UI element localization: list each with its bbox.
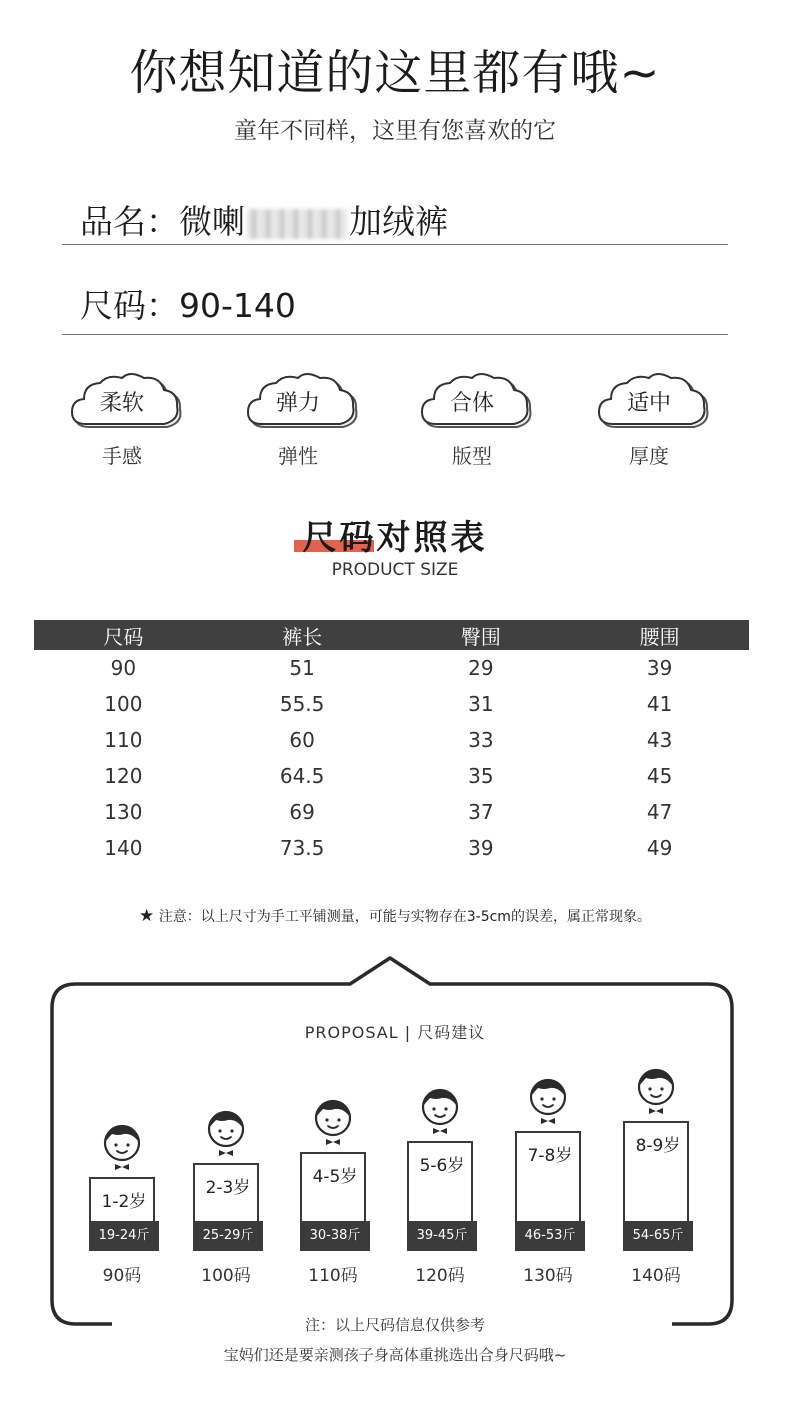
size-suggestion-item bbox=[79, 1115, 171, 1291]
table-cell: 73.5 bbox=[279, 836, 325, 860]
size-code-label: 100码 bbox=[201, 1266, 251, 1286]
table-cell: 39 bbox=[468, 836, 494, 860]
size-suggestion-item bbox=[613, 1059, 705, 1291]
table-row bbox=[34, 650, 749, 686]
age-box bbox=[623, 1121, 689, 1251]
table-cell: 29 bbox=[468, 656, 494, 680]
measurement-note bbox=[0, 906, 790, 926]
table-header-row bbox=[34, 620, 749, 650]
table-cell: 55.5 bbox=[279, 692, 325, 716]
table-row bbox=[34, 758, 749, 794]
measurement-note-text: 注意：以上尺寸为手工平铺测量，可能与实物存在3-5cm的误差，属正常现象。 bbox=[158, 909, 651, 925]
divider bbox=[62, 244, 728, 245]
product-name-suffix: 加绒裤 bbox=[349, 202, 448, 241]
weight-label: 25-29斤 bbox=[193, 1221, 263, 1251]
table-cell: 47 bbox=[646, 800, 673, 824]
age-box bbox=[407, 1141, 473, 1251]
age-box bbox=[89, 1177, 155, 1251]
blurred-text-region bbox=[247, 209, 347, 239]
product-name-prefix: 微喇 bbox=[179, 202, 245, 241]
feature-item bbox=[233, 368, 363, 468]
feature-item bbox=[584, 368, 714, 468]
table-cell: 43 bbox=[646, 728, 673, 752]
table-cell: 33 bbox=[468, 728, 494, 752]
product-name-label: 品名： bbox=[80, 202, 179, 241]
footer-tip: 宝妈们还是要亲测孩子身高体重挑选出合身尺码哦~ bbox=[223, 1346, 567, 1364]
table-cell: 35 bbox=[468, 764, 494, 788]
age-box bbox=[515, 1131, 581, 1251]
table-cell: 64.5 bbox=[279, 764, 325, 788]
table-cell: 60 bbox=[289, 728, 315, 752]
table-cell: 140 bbox=[104, 836, 143, 860]
age-label: 7-8岁 bbox=[527, 1146, 573, 1166]
feature-label: 版型 bbox=[452, 444, 492, 468]
table-cell: 37 bbox=[468, 800, 494, 824]
child-avatar-icon bbox=[98, 1121, 146, 1171]
table-cell: 39 bbox=[646, 656, 673, 680]
table-cell: 31 bbox=[468, 692, 494, 716]
size-chart-subtitle: PRODUCT SIZE bbox=[331, 560, 459, 580]
size-code-label: 110码 bbox=[308, 1266, 358, 1286]
size-code-label: 130码 bbox=[523, 1266, 573, 1286]
size-code-label: 90码 bbox=[102, 1266, 142, 1286]
age-label: 1-2岁 bbox=[101, 1192, 147, 1212]
product-size-row bbox=[80, 280, 730, 327]
size-suggestion-item bbox=[397, 1079, 489, 1291]
child-avatar-icon bbox=[632, 1065, 680, 1115]
divider bbox=[62, 334, 728, 335]
weight-label: 54-65斤 bbox=[623, 1221, 693, 1251]
table-cell: 120 bbox=[104, 764, 143, 788]
age-box bbox=[193, 1163, 259, 1251]
feature-item bbox=[407, 368, 537, 468]
star-icon: ★ bbox=[139, 906, 155, 926]
size-code-label: 120码 bbox=[415, 1266, 465, 1286]
proposal-title: PROPOSAL | 尺码建议 bbox=[304, 1023, 486, 1042]
table-row bbox=[34, 686, 749, 722]
table-header-cell: 裤长 bbox=[213, 620, 392, 650]
size-suggestion-item bbox=[505, 1069, 597, 1291]
table-row bbox=[34, 722, 749, 758]
feature-cloud-label: 合体 bbox=[449, 391, 494, 416]
table-cell: 90 bbox=[110, 656, 137, 680]
page-subline: 童年不同样，这里有您喜欢的它 bbox=[234, 118, 556, 144]
table-cell: 100 bbox=[104, 692, 143, 716]
page-headline: 你想知道的这里都有哦~ bbox=[129, 45, 661, 101]
table-cell: 41 bbox=[646, 692, 673, 716]
product-name-row bbox=[80, 196, 730, 243]
table-row bbox=[34, 830, 749, 866]
size-table bbox=[34, 620, 749, 866]
size-code-label: 140码 bbox=[631, 1266, 681, 1286]
child-avatar-icon bbox=[524, 1075, 572, 1125]
age-label: 8-9岁 bbox=[635, 1136, 681, 1156]
age-label: 4-5岁 bbox=[312, 1167, 358, 1187]
child-avatar-icon bbox=[416, 1085, 464, 1135]
table-header-cell: 臀围 bbox=[392, 620, 571, 650]
footer-note: 注：以上尺码信息仅供参考 bbox=[304, 1316, 485, 1334]
age-box bbox=[300, 1152, 366, 1251]
table-cell: 49 bbox=[646, 836, 673, 860]
age-label: 2-3岁 bbox=[205, 1178, 251, 1198]
product-size-label: 尺码： bbox=[80, 286, 179, 325]
feature-cloud-label: 弹力 bbox=[275, 391, 320, 416]
feature-cloud-label: 适中 bbox=[626, 391, 671, 416]
table-header-cell: 腰围 bbox=[570, 620, 749, 650]
feature-cloud-label: 柔软 bbox=[99, 391, 144, 416]
table-header-cell: 尺码 bbox=[34, 620, 213, 650]
age-label: 5-6岁 bbox=[419, 1156, 465, 1176]
weight-label: 30-38斤 bbox=[300, 1221, 370, 1251]
weight-label: 46-53斤 bbox=[515, 1221, 585, 1251]
child-avatar-icon bbox=[202, 1107, 250, 1157]
table-cell: 51 bbox=[289, 656, 315, 680]
table-cell: 45 bbox=[646, 764, 673, 788]
size-chart-title: 尺码对照表 bbox=[302, 518, 488, 558]
table-cell: 69 bbox=[289, 800, 315, 824]
weight-label: 19-24斤 bbox=[89, 1221, 159, 1251]
feature-label: 手感 bbox=[102, 444, 142, 468]
weight-label: 39-45斤 bbox=[407, 1221, 477, 1251]
table-row bbox=[34, 794, 749, 830]
size-suggestion-item bbox=[290, 1090, 382, 1291]
product-size-value: 90-140 bbox=[179, 286, 296, 325]
feature-label: 弹性 bbox=[278, 444, 318, 468]
table-cell: 130 bbox=[104, 800, 143, 824]
table-cell: 110 bbox=[104, 728, 143, 752]
child-avatar-icon bbox=[309, 1096, 357, 1146]
feature-item bbox=[57, 368, 187, 468]
size-suggestion-item bbox=[183, 1101, 275, 1291]
feature-label: 厚度 bbox=[629, 444, 669, 468]
